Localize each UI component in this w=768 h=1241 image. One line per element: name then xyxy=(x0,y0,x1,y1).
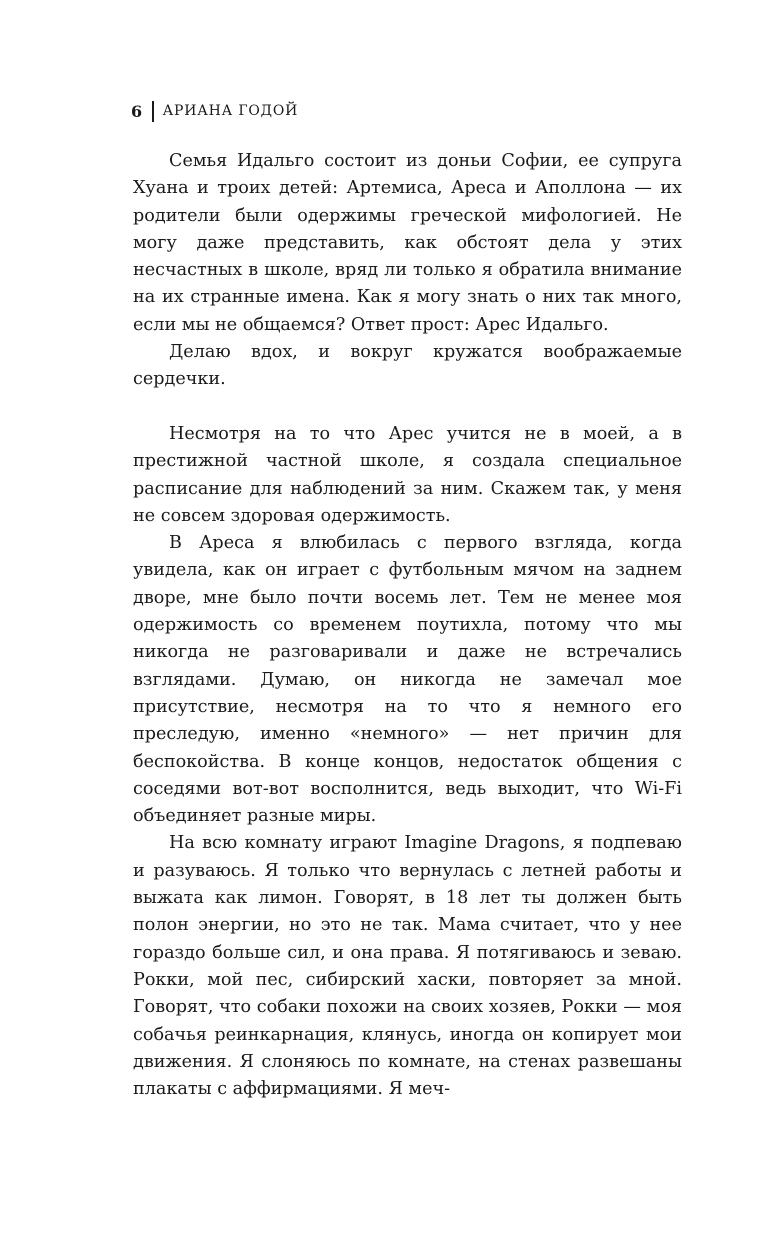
text-section-1 xyxy=(133,148,682,394)
paragraph: Делаю вдох, и вокруг кружатся воображаемые сердечки. xyxy=(133,342,682,390)
paragraph: Семья Идальго состоит из доньи Софии, ее супруга Хуана и троих детей: Артемиса, Ареса и Аполлона — их родители были одержимы греческой мифологией. Не могу даже представить, как обстоят дела у этих несчастных в школе, вряд ли только я обратила внимание на их странные имена. Как я могу знать о них так много, если мы не общаемся? Ответ прост: Арес Идальго. xyxy=(133,151,682,335)
paragraph: На всю комнату играют Imagine Dragons, я подпеваю и разуваюсь. Я только что вернулась с летней работы и выжата как лимон. Говорят, в 18 лет ты должен быть полон энергии, но это не так. Мама считает, что у нее гораздо больше сил, и она права. Я потягиваюсь и зеваю. Рокки, мой пес, сибирский хаски, повторяет за мной. Говорят, что собаки похожи на своих хозяев, Рокки — моя собачья реинкарнация, клянусь, иногда он копирует мои движения. Я слоняюсь по комнате, на стенах развешаны плакаты с аффирмациями. Я меч- xyxy=(133,833,682,1100)
paragraph: В Ареса я влюбилась с первого взгляда, когда увидела, как он играет с футбольным мячом на заднем дворе, мне было почти восемь лет. Тем не менее моя одержимость со временем поутихла, потому что мы никогда не разговаривали и даже не встречались взглядами. Думаю, он никогда не замечал мое присутствие, несмотря на то что я немного его преследую, именно «немного» — нет причин для беспокойства. В конце концов, недостаток общения с соседями вот-вот восполнится, ведь выходит, что Wi-Fi объединяет разные миры. xyxy=(133,533,682,827)
text-section-2 xyxy=(133,421,682,1103)
page-number: 6 xyxy=(131,101,144,121)
author-name: АРИАНА ГОДОЙ xyxy=(162,103,299,119)
paragraph: Несмотря на то что Арес учится не в моей, а в престижной частной школе, я создала специальное расписание для наблюдений за ним. Скажем так, у меня не совсем здоровая одержимость. xyxy=(133,424,682,526)
header-separator xyxy=(152,101,154,122)
running-head xyxy=(131,100,298,122)
